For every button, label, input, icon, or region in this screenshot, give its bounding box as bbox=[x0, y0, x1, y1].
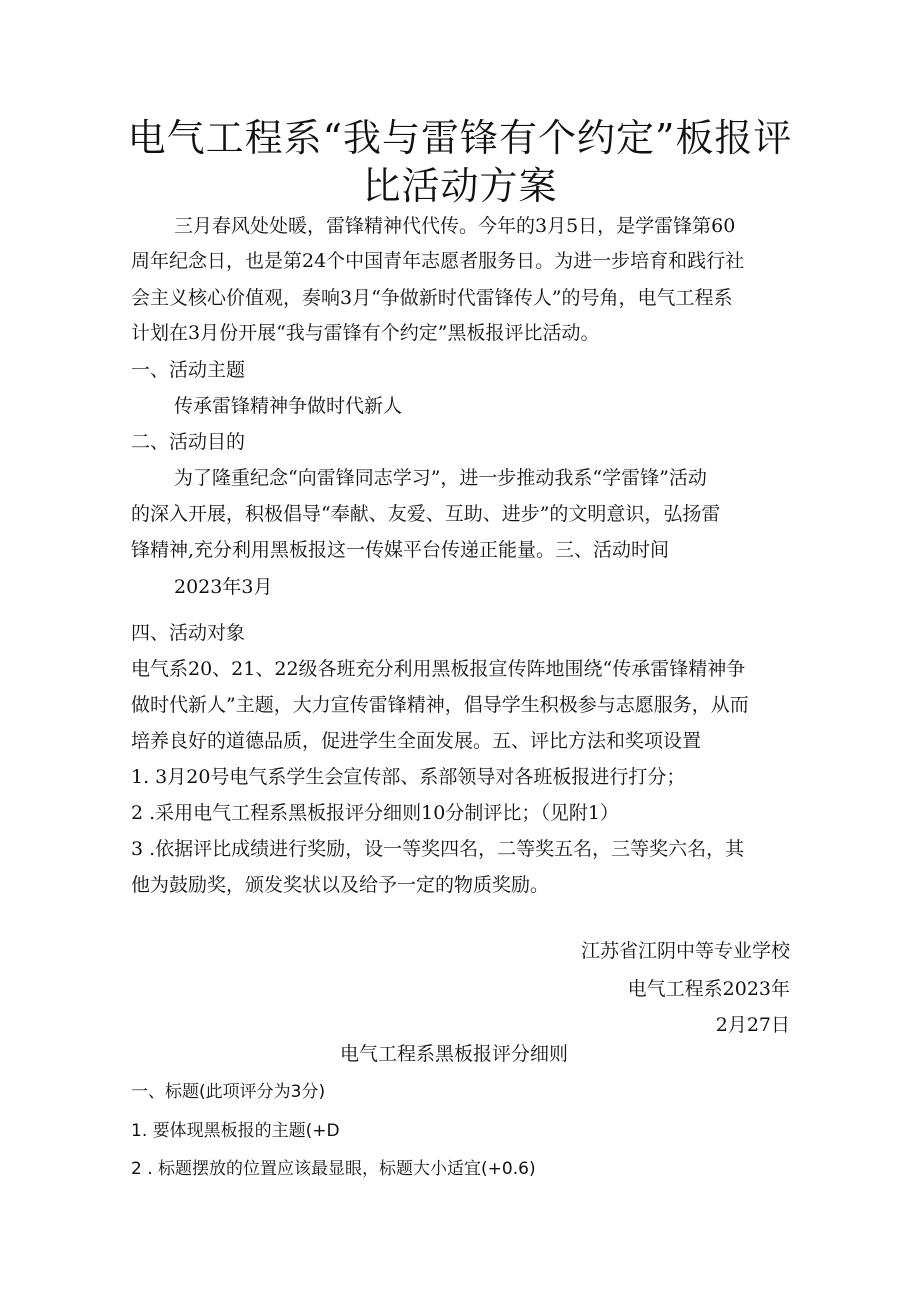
section-2-heading: 二、活动目的 bbox=[131, 431, 246, 453]
section-2-line-1: 为了隆重纪念“向雷锋同志学习”，进一步推动我系“学雷锋”活动 bbox=[174, 467, 707, 489]
signature-dept-year: 电气工程系2023年 bbox=[627, 978, 790, 1000]
intro-line-2: 周年纪念日，也是第24个中国青年志愿者服务日。为进一步培育和践行社 bbox=[131, 250, 745, 272]
section-1-body: 传承雷锋精神争做时代新人 bbox=[174, 395, 403, 417]
section-2-line-2: 的深入开展，积极倡导“奉献、友爱、互助、进步”的文明意识，弘扬雷 bbox=[131, 503, 721, 525]
appendix-item-1: 1. 要体现黑板报的主题(+D bbox=[131, 1121, 340, 1141]
section-4-line-1: 电气系20、21、22级各班充分利用黑板报宣传阵地围绕“传承雷锋精神争 bbox=[131, 658, 746, 680]
appendix-item-2: 2 . 标题摆放的位置应该最显眼，标题大小适宜(+0.6) bbox=[131, 1159, 536, 1179]
section-3-body: 2023年3月 bbox=[174, 576, 273, 598]
signature-date: 2月27日 bbox=[715, 1014, 790, 1036]
intro-line-1: 三月春风处处暖，雷锋精神代代传。今年的3月5日，是学雷锋第60 bbox=[174, 215, 736, 237]
list-item-2: 2 .采用电气工程系黑板报评分细则10分制评比；（见附1） bbox=[131, 802, 619, 824]
section-4-line-2: 做时代新人”主题，大力宣传雷锋精神，倡导学生积极参与志愿服务，从而 bbox=[131, 694, 749, 716]
section-4-line-3: 培养良好的道德品质，促进学生全面发展。五、评比方法和奖项设置 bbox=[131, 730, 702, 752]
doc-title-line-2: 比活动方案 bbox=[362, 164, 558, 208]
section-4-heading: 四、活动对象 bbox=[131, 622, 246, 644]
intro-line-3: 会主义核心价值观，奏响3月“争做新时代雷锋传人”的号角，电气工程系 bbox=[131, 287, 733, 309]
intro-line-4: 计划在3月份开展“我与雷锋有个约定”黑板报评比活动。 bbox=[131, 322, 600, 344]
section-2-line-3: 锋精神,充分利用黑板报这一传媒平台传递正能量。三、活动时间 bbox=[131, 539, 670, 561]
signature-school: 江苏省江阴中等专业学校 bbox=[580, 940, 790, 962]
doc-title-line-1: 电气工程系“我与雷锋有个约定”板报评 bbox=[127, 116, 793, 160]
list-item-3: 3 .依据评比成绩进行奖励，设一等奖四名，二等奖五名，三等奖六名，其 bbox=[131, 838, 745, 860]
appendix-title: 电气工程系黑板报评分细则 bbox=[340, 1043, 569, 1065]
section-1-heading: 一、活动主题 bbox=[131, 359, 246, 381]
list-item-1: 1. 3月20号电气系学生会宣传部、系部领导对各班板报进行打分； bbox=[131, 766, 686, 788]
list-item-3-cont: 他为鼓励奖，颁发奖状以及给予一定的物质奖励。 bbox=[131, 874, 550, 896]
appendix-heading-1: 一、标题(此项评分为3分) bbox=[131, 1082, 326, 1102]
